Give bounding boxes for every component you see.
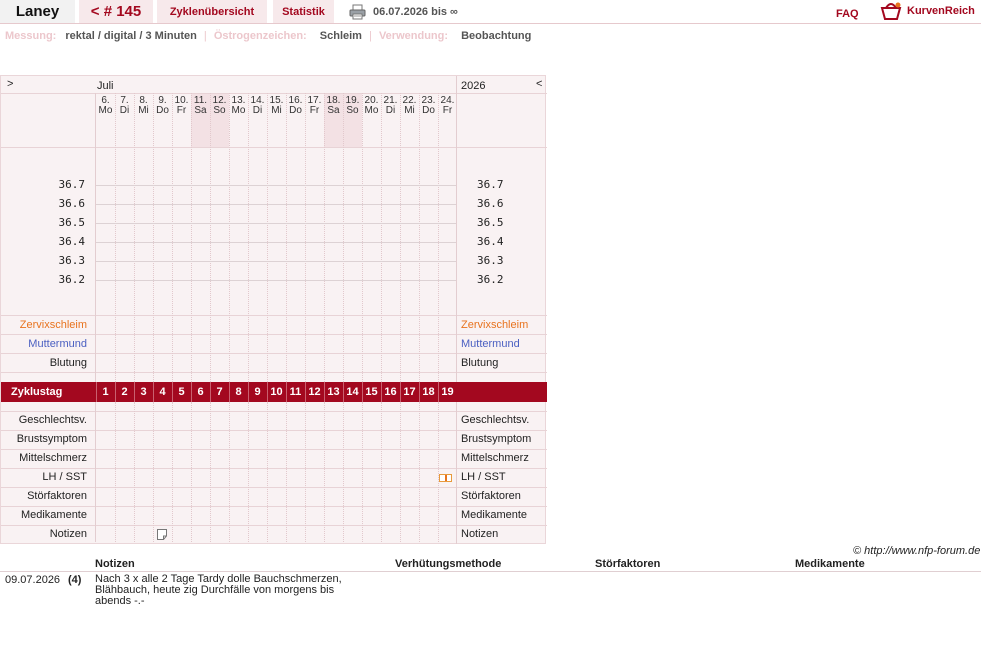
day-date: 7. bbox=[120, 95, 129, 106]
temperature-label-left: 36.6 bbox=[58, 197, 85, 210]
day-date: 13. bbox=[231, 95, 246, 106]
grid-column-line bbox=[229, 402, 230, 542]
day-date: 9. bbox=[158, 95, 167, 106]
note-icon[interactable] bbox=[157, 529, 167, 540]
day-weekday: Sa bbox=[327, 105, 340, 116]
cycle-overview-tab[interactable]: Zyklenübersicht bbox=[157, 0, 267, 23]
cycle-day-number[interactable]: 1 bbox=[102, 386, 109, 398]
day-header-cell[interactable] bbox=[362, 96, 381, 116]
cycle-day-number[interactable]: 2 bbox=[121, 386, 128, 398]
temperature-label-right: 36.3 bbox=[477, 254, 504, 267]
grid-column-line bbox=[153, 93, 154, 382]
temperature-label-right: 36.4 bbox=[477, 235, 504, 248]
day-weekday: Mi bbox=[138, 105, 149, 116]
day-header-cell[interactable] bbox=[153, 96, 172, 116]
day-date: 11. bbox=[193, 95, 208, 106]
note-text: Nach 3 x alle 2 Tage Tardy dolle Bauchschmerzen, Blähbauch, heute zig Durchfälle von morgens bis abends -.- bbox=[95, 573, 342, 607]
grid-column-line bbox=[267, 93, 268, 382]
row-label-brustsymptom: Brustsymptom bbox=[16, 433, 87, 445]
statistics-tab[interactable]: Statistik bbox=[273, 0, 334, 23]
day-date: 10. bbox=[174, 95, 189, 106]
usage-label: Verwendung: bbox=[378, 30, 449, 42]
previous-cycle-arrow[interactable]: > bbox=[7, 78, 14, 90]
day-header-cell[interactable] bbox=[191, 96, 210, 116]
copyright-link[interactable]: © http://www.nfp-forum.de bbox=[853, 545, 981, 557]
temperature-label-left: 36.2 bbox=[58, 273, 85, 286]
grid-row-line bbox=[1, 430, 547, 431]
grid-column-line bbox=[210, 402, 211, 542]
cycle-day-bar bbox=[1, 382, 547, 402]
day-header-cell[interactable] bbox=[172, 96, 191, 116]
temperature-gridline bbox=[96, 261, 456, 262]
usage-value: Beobachtung bbox=[461, 30, 532, 42]
grid-column-line bbox=[115, 402, 116, 542]
measurement-info bbox=[5, 30, 531, 42]
grid-column-line bbox=[438, 402, 439, 542]
day-weekday: Di bbox=[252, 105, 263, 116]
row-label-right-mittelschmerz: Mittelschmerz bbox=[461, 452, 529, 464]
day-weekday: Di bbox=[119, 105, 130, 116]
temperature-gridline bbox=[96, 223, 456, 224]
day-header-cell[interactable] bbox=[267, 96, 286, 116]
grid-column-line bbox=[191, 93, 192, 382]
row-label-zervixschleim: Zervixschleim bbox=[19, 319, 87, 331]
temperature-label-right: 36.6 bbox=[477, 197, 504, 210]
day-header-cell[interactable] bbox=[96, 96, 115, 116]
row-label-blutung: Blutung bbox=[49, 357, 87, 369]
disruptions-header: Störfaktoren bbox=[595, 558, 661, 570]
temperature-label-right: 36.7 bbox=[477, 178, 504, 191]
day-weekday: Do bbox=[289, 105, 302, 116]
temperature-gridline bbox=[96, 185, 456, 186]
grid-column-line bbox=[134, 402, 135, 542]
grid-column-line bbox=[248, 402, 249, 542]
measurement-value: rektal / digital / 3 Minuten bbox=[65, 30, 197, 42]
grid-border bbox=[456, 76, 457, 544]
basket-logo-icon[interactable] bbox=[880, 1, 902, 21]
cycle-day-number[interactable]: 16 bbox=[384, 386, 397, 398]
grid-row-line bbox=[1, 449, 547, 450]
temperature-label-right: 36.2 bbox=[477, 273, 504, 286]
day-date: 20. bbox=[364, 95, 379, 106]
medication-header: Medikamente bbox=[795, 558, 865, 570]
day-header-cell[interactable] bbox=[343, 96, 362, 116]
year-label: 2026 bbox=[461, 80, 486, 92]
cycle-day-number[interactable]: 5 bbox=[178, 386, 185, 398]
day-header-cell[interactable] bbox=[248, 96, 267, 116]
grid-column-line bbox=[191, 402, 192, 542]
day-date: 23. bbox=[421, 95, 436, 106]
row-label-right-brustsymptom: Brustsymptom bbox=[461, 433, 532, 445]
cycle-day-number[interactable]: 6 bbox=[197, 386, 204, 398]
cycle-day-number[interactable]: 11 bbox=[289, 386, 302, 398]
row-label-right-medikamente: Medikamente bbox=[461, 509, 528, 521]
next-cycle-arrow[interactable]: < bbox=[536, 78, 543, 90]
grid-column-line bbox=[305, 93, 306, 382]
day-weekday: Fr bbox=[176, 105, 187, 116]
day-date: 12. bbox=[212, 95, 227, 106]
row-label-geschlechtsv-: Geschlechtsv. bbox=[18, 414, 87, 426]
row-label-right-notizen: Notizen bbox=[461, 528, 499, 540]
grid-column-line bbox=[305, 402, 306, 542]
grid-column-line bbox=[343, 93, 344, 382]
row-label-right-zervixschleim: Zervixschleim bbox=[461, 319, 529, 331]
notes-header: Notizen bbox=[95, 558, 135, 570]
top-bar bbox=[0, 0, 981, 24]
cycle-number-tab[interactable]: < # 145 bbox=[79, 0, 153, 23]
grid-column-line bbox=[324, 402, 325, 542]
row-label-right-geschlechtsv-: Geschlechtsv. bbox=[461, 414, 530, 426]
grid-row-line bbox=[1, 468, 547, 469]
temperature-label-right: 36.5 bbox=[477, 216, 504, 229]
row-label-mittelschmerz: Mittelschmerz bbox=[19, 452, 87, 464]
day-date: 17. bbox=[307, 95, 322, 106]
day-header-cell[interactable] bbox=[324, 96, 343, 116]
grid-column-line bbox=[362, 93, 363, 382]
day-header-cell[interactable] bbox=[419, 96, 438, 116]
day-header-cell[interactable] bbox=[381, 96, 400, 116]
cycle-day-number[interactable]: 17 bbox=[403, 386, 416, 398]
grid-column-line bbox=[286, 93, 287, 382]
measurement-label: Messung: bbox=[5, 30, 57, 42]
cycle-day-number[interactable]: 4 bbox=[159, 386, 166, 398]
grid-row-line bbox=[1, 334, 547, 335]
grid-column-line bbox=[286, 402, 287, 542]
day-date: 6. bbox=[101, 95, 110, 106]
cycle-date-range: 06.07.2026 bis ∞ bbox=[373, 6, 458, 18]
grid-column-line bbox=[381, 93, 382, 382]
day-weekday: Do bbox=[156, 105, 169, 116]
row-label-lh-sst: LH / SST bbox=[42, 471, 87, 483]
day-header-cell[interactable] bbox=[438, 96, 457, 116]
grid-column-line bbox=[324, 93, 325, 382]
cycle-day-number[interactable]: 14 bbox=[346, 386, 359, 398]
day-header-cell[interactable] bbox=[210, 96, 229, 116]
row-label-right-muttermund: Muttermund bbox=[461, 338, 520, 350]
lh-test-marker[interactable] bbox=[439, 474, 452, 482]
grid-column-line bbox=[153, 402, 154, 542]
temperature-label-left: 36.3 bbox=[58, 254, 85, 267]
grid-row-line bbox=[1, 411, 547, 412]
grid-row-line bbox=[1, 93, 547, 94]
cycle-day-number[interactable]: 8 bbox=[235, 386, 242, 398]
day-date: 8. bbox=[139, 95, 148, 106]
grid-row-line bbox=[1, 353, 547, 354]
row-label-st-rfaktoren: Störfaktoren bbox=[27, 490, 87, 502]
day-weekday: So bbox=[346, 105, 359, 116]
grid-border bbox=[95, 93, 96, 542]
day-date: 21. bbox=[383, 95, 398, 106]
cycle-chart bbox=[0, 75, 546, 544]
grid-column-line bbox=[210, 93, 211, 382]
day-date: 19. bbox=[345, 95, 360, 106]
grid-row-line bbox=[1, 147, 547, 148]
cycle-day-number[interactable]: 18 bbox=[422, 386, 435, 398]
month-label: Juli bbox=[97, 80, 114, 92]
day-date: 14. bbox=[250, 95, 265, 106]
day-weekday: Do bbox=[422, 105, 435, 116]
day-header-cell[interactable] bbox=[115, 96, 134, 116]
day-date: 18. bbox=[326, 95, 341, 106]
grid-row-line bbox=[1, 315, 547, 316]
day-weekday: Di bbox=[385, 105, 396, 116]
grid-column-line bbox=[134, 93, 135, 382]
day-date: 22. bbox=[402, 95, 417, 106]
grid-column-line bbox=[248, 93, 249, 382]
grid-column-line bbox=[400, 93, 401, 382]
brand-name[interactable]: KurvenReich bbox=[907, 5, 975, 17]
grid-column-line bbox=[362, 402, 363, 542]
day-header-cell[interactable] bbox=[305, 96, 324, 116]
day-header-cell[interactable] bbox=[229, 96, 248, 116]
day-date: 16. bbox=[288, 95, 303, 106]
divider bbox=[0, 571, 981, 572]
temperature-gridline bbox=[96, 280, 456, 281]
row-label-notizen: Notizen bbox=[49, 528, 87, 540]
day-header-cell[interactable] bbox=[134, 96, 153, 116]
printer-icon[interactable] bbox=[349, 4, 366, 20]
cycle-day-number[interactable]: 7 bbox=[216, 386, 223, 398]
cycle-day-number[interactable]: 13 bbox=[327, 386, 340, 398]
cycle-day-number[interactable]: 19 bbox=[441, 386, 454, 398]
grid-column-line bbox=[400, 402, 401, 542]
row-label-muttermund: Muttermund bbox=[28, 338, 87, 350]
temperature-label-left: 36.7 bbox=[58, 178, 85, 191]
grid-column-line bbox=[229, 93, 230, 382]
day-header-cell[interactable] bbox=[286, 96, 305, 116]
note-date: 09.07.2026 bbox=[5, 574, 61, 586]
day-date: 15. bbox=[269, 95, 284, 106]
grid-row-line bbox=[1, 372, 547, 373]
row-label-right-st-rfaktoren: Störfaktoren bbox=[461, 490, 521, 502]
user-name-tab[interactable]: Laney bbox=[0, 0, 75, 23]
note-cycle-day: (4) bbox=[68, 574, 82, 586]
grid-column-line bbox=[419, 402, 420, 542]
grid-row-line bbox=[1, 506, 547, 507]
row-label-medikamente: Medikamente bbox=[20, 509, 87, 521]
cycle-day-number[interactable]: 12 bbox=[308, 386, 321, 398]
grid-column-line bbox=[343, 402, 344, 542]
cycle-day-number[interactable]: 3 bbox=[140, 386, 147, 398]
row-label-right-lh-sst: LH / SST bbox=[461, 471, 506, 483]
separator: | bbox=[203, 30, 207, 42]
day-header-cell[interactable] bbox=[400, 96, 419, 116]
grid-row-line bbox=[1, 525, 547, 526]
faq-link[interactable]: FAQ bbox=[836, 8, 859, 20]
day-weekday: Fr bbox=[442, 105, 453, 116]
day-weekday: Mi bbox=[404, 105, 415, 116]
grid-column-line bbox=[172, 402, 173, 542]
cycle-day-label: Zyklustag bbox=[11, 386, 63, 398]
temperature-gridline bbox=[96, 242, 456, 243]
day-weekday: Mi bbox=[271, 105, 282, 116]
day-weekday: Sa bbox=[194, 105, 207, 116]
contraception-header: Verhütungsmethode bbox=[395, 558, 502, 570]
cycle-day-number[interactable]: 10 bbox=[270, 386, 283, 398]
estrogen-value: Schleim bbox=[319, 30, 362, 42]
cycle-day-number[interactable]: 9 bbox=[254, 386, 261, 398]
day-weekday: Mo bbox=[98, 105, 113, 116]
grid-column-line bbox=[381, 402, 382, 542]
temperature-label-left: 36.4 bbox=[58, 235, 85, 248]
grid-column-line bbox=[267, 402, 268, 542]
grid-column-line bbox=[172, 93, 173, 382]
separator: | bbox=[369, 30, 372, 42]
day-weekday: Fr bbox=[309, 105, 320, 116]
grid-row-line bbox=[1, 487, 547, 488]
grid-column-line bbox=[115, 93, 116, 382]
day-date: 24. bbox=[440, 95, 455, 106]
row-label-right-blutung: Blutung bbox=[461, 357, 499, 369]
grid-column-line bbox=[438, 93, 439, 382]
estrogen-label: Östrogenzeichen: bbox=[213, 30, 307, 42]
temperature-label-left: 36.5 bbox=[58, 216, 85, 229]
day-weekday: Mo bbox=[364, 105, 379, 116]
day-weekday: Mo bbox=[231, 105, 246, 116]
cycle-day-number[interactable]: 15 bbox=[365, 386, 378, 398]
grid-column-line bbox=[419, 93, 420, 382]
temperature-gridline bbox=[96, 204, 456, 205]
day-weekday: So bbox=[213, 105, 226, 116]
